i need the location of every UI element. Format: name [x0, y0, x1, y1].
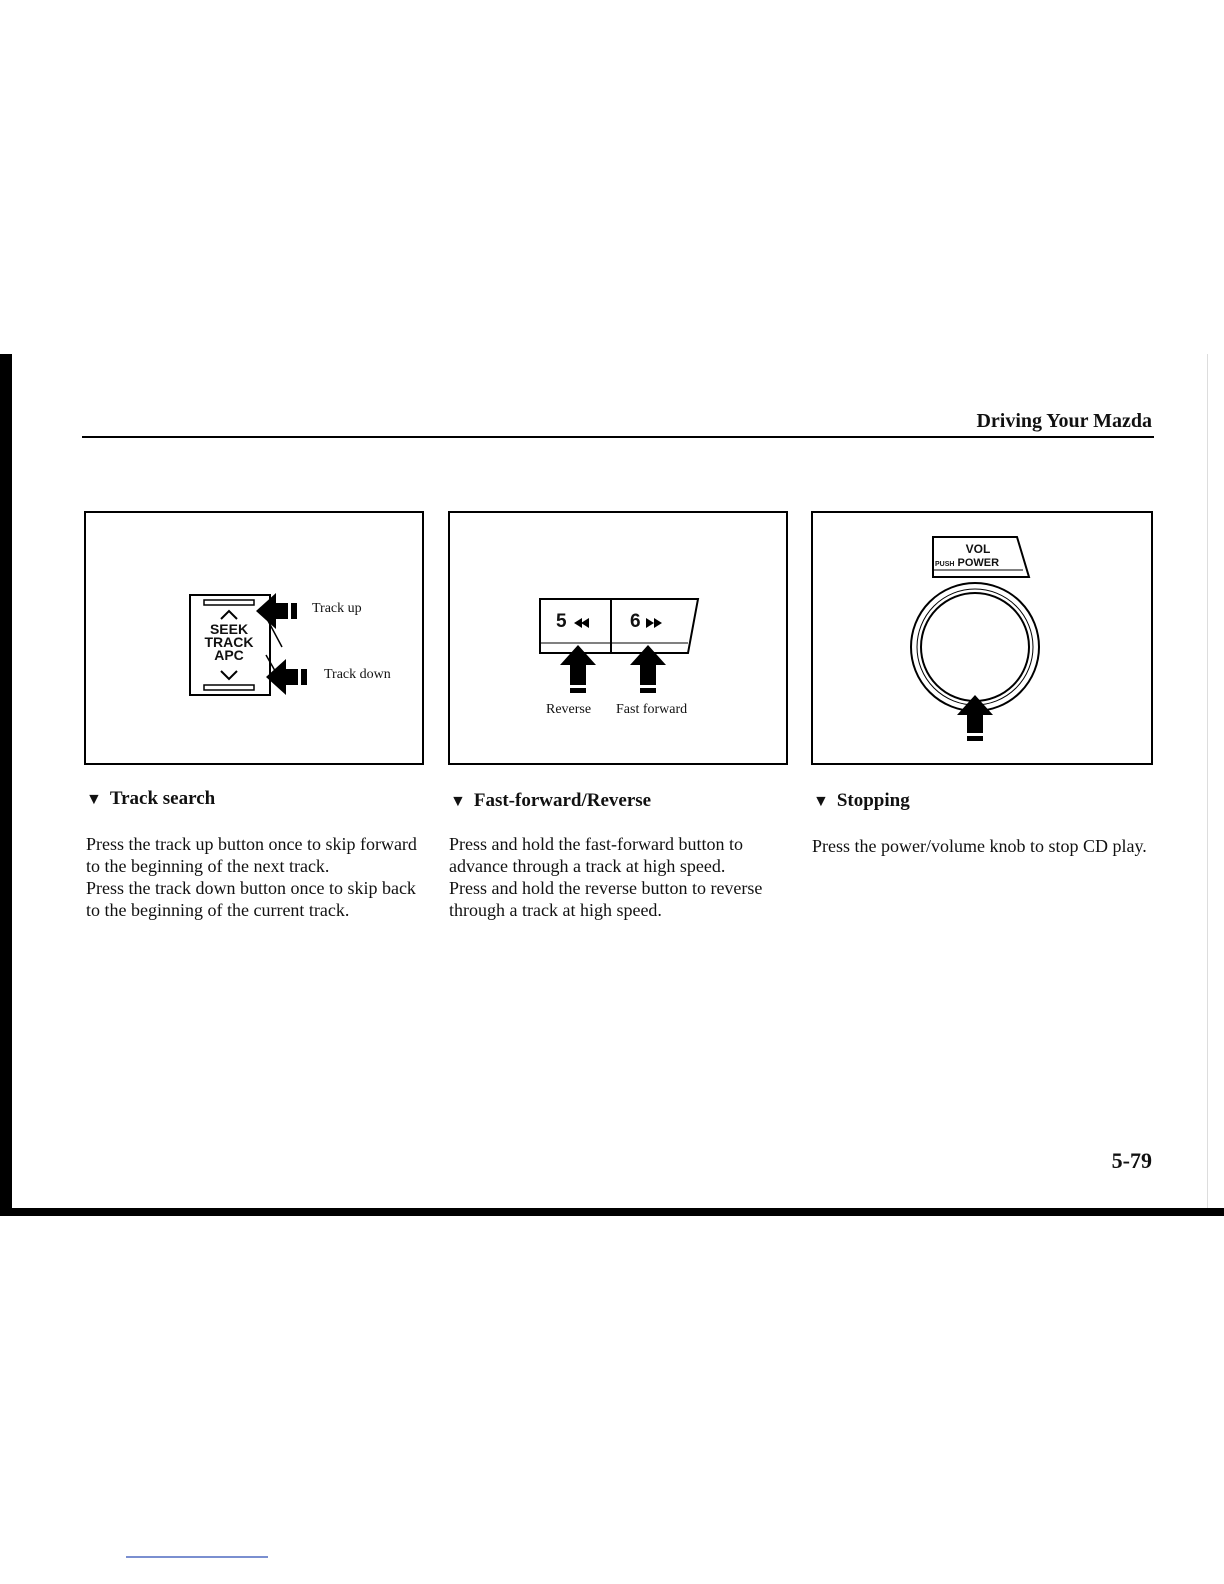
triangle-marker-icon: ▼: [813, 793, 829, 810]
page-edge-bar-left: [0, 354, 12, 1216]
knob-vol-label: VOL: [965, 542, 991, 556]
heading-stopping: ▼ Stopping: [813, 790, 910, 811]
label-track-down: Track down: [324, 667, 391, 682]
triangle-marker-icon: ▼: [86, 791, 102, 808]
label-reverse: Reverse: [546, 702, 592, 717]
figure-track-search: [84, 511, 424, 765]
button-6-label: 6: [630, 611, 641, 632]
triangle-marker-icon: ▼: [450, 793, 466, 810]
running-header: Driving Your Mazda: [976, 410, 1152, 432]
figure-fast-forward-reverse: [448, 511, 788, 765]
body-track-search: Press the track up button once to skip forward to the beginning of the next track. Press the track down button once to skip back to the beginning of the current track.: [86, 834, 417, 920]
figure-stopping: [811, 511, 1153, 765]
page-edge-line-right: [1207, 354, 1208, 1212]
seek-button-illustration: [86, 513, 422, 763]
heading-fast-forward-reverse: ▼ Fast-forward/Reverse: [450, 790, 652, 811]
knob-power-label: PUSH POWER: [935, 557, 1000, 569]
heading-track-search: ▼ Track search: [86, 788, 216, 809]
header-rule: [82, 436, 1154, 438]
page-edge-bar-bottom: [0, 1208, 1224, 1216]
preset-buttons-illustration: [450, 513, 786, 763]
seek-button-text: SEEK TRACK APC: [204, 621, 254, 663]
label-track-up: Track up: [312, 601, 362, 616]
body-stopping: Press the power/volume knob to stop CD play.: [812, 836, 1147, 856]
button-5-label: 5: [556, 611, 567, 632]
page-number: 5-79: [1111, 1148, 1152, 1173]
label-fast-forward: Fast forward: [616, 702, 688, 717]
footer-link-underline: [126, 1556, 268, 1558]
body-fast-forward-reverse: Press and hold the fast-forward button to advance through a track at high speed. Press and hold the reverse button to reverse through a track at high speed.: [449, 834, 763, 920]
